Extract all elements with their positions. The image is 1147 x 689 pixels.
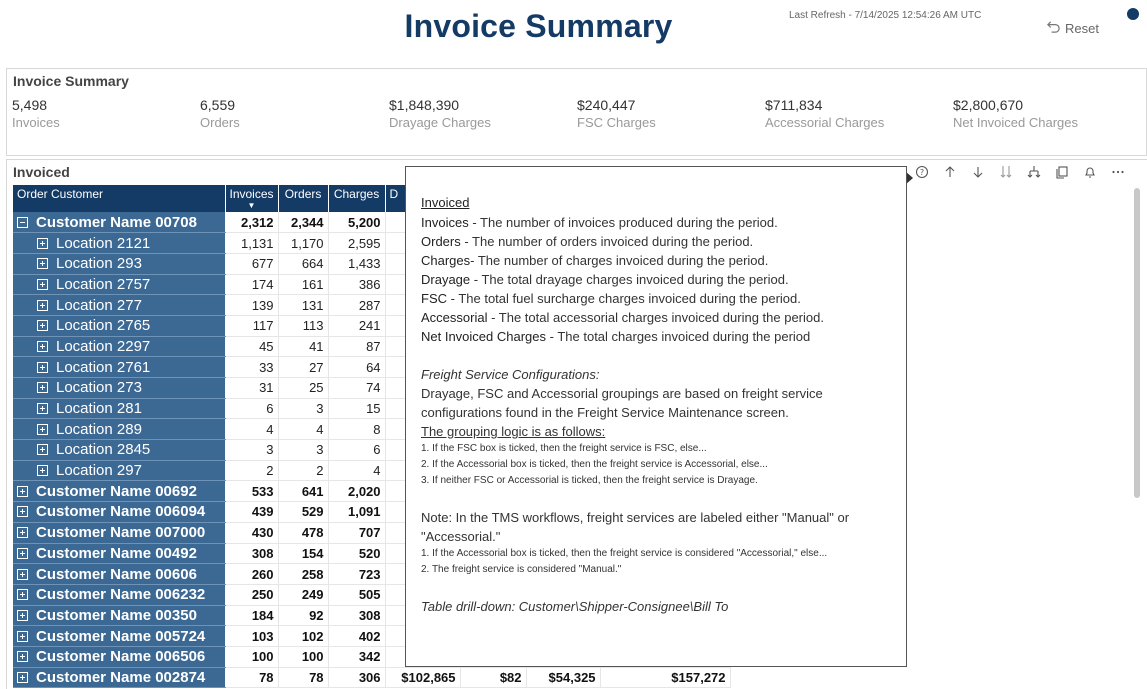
location-name-cell[interactable] [13, 419, 225, 440]
invoices-cell: 117 [225, 315, 278, 336]
charges-cell: 64 [328, 357, 385, 378]
expand-icon[interactable] [37, 424, 48, 435]
grouping-rule: 1. If the FSC box is ticked, then the freight service is FSC, else... [421, 443, 707, 454]
column-definitions-tooltip [405, 166, 907, 667]
row-label: Location 297 [56, 462, 142, 480]
expand-icon[interactable] [17, 527, 28, 538]
charges-cell: 74 [328, 378, 385, 399]
expand-hierarchy-icon[interactable] [1026, 164, 1041, 179]
orders-cell: 3 [278, 398, 328, 419]
orders-cell: 102 [278, 626, 328, 647]
invoices-cell: 677 [225, 253, 278, 274]
definition-orders: Orders - The number of orders invoiced during the period. [421, 234, 754, 249]
column-header-charges[interactable]: Charges [328, 185, 385, 212]
charges-cell: 2,020 [328, 481, 385, 502]
kpi-label: Drayage Charges [389, 115, 491, 130]
orders-cell: 529 [278, 502, 328, 523]
row-label: Customer Name 005724 [36, 627, 206, 645]
expand-icon[interactable] [37, 465, 48, 476]
location-name-cell[interactable] [13, 274, 225, 295]
charges-cell: 15 [328, 398, 385, 419]
expand-icon[interactable] [37, 444, 48, 455]
drayage-cell: $102,865 [385, 667, 460, 688]
row-label: Customer Name 006232 [36, 586, 206, 604]
row-label: Location 289 [56, 420, 142, 438]
customer-row[interactable] [13, 667, 730, 688]
page-title: Invoice Summary [404, 8, 673, 44]
last-refresh-text: Last Refresh - 7/14/2025 12:54:26 AM UTC [789, 10, 982, 21]
row-label: Customer Name 006094 [36, 503, 206, 521]
net-invoiced-cell: $157,272 [600, 667, 730, 688]
location-name-cell[interactable] [13, 440, 225, 461]
row-label: Location 281 [56, 400, 142, 418]
kpi-fsc-charges [577, 97, 656, 130]
svg-text:?: ? [919, 167, 924, 177]
row-label: Customer Name 00492 [36, 544, 197, 562]
grouping-rule: 2. If the Accessorial box is ticked, then the freight service is Accessorial, else... [421, 459, 768, 470]
freight-text: configurations found in the Freight Service Maintenance screen. [421, 405, 789, 420]
charges-cell: 342 [328, 646, 385, 667]
expand-icon[interactable] [17, 631, 28, 642]
charges-cell: 4 [328, 460, 385, 481]
kpi-invoices [12, 97, 60, 130]
more-options-icon[interactable] [1110, 164, 1125, 179]
column-header-order-customer[interactable]: Order Customer [13, 185, 225, 212]
orders-cell: 2 [278, 460, 328, 481]
invoices-cell: 33 [225, 357, 278, 378]
expand-icon[interactable] [37, 403, 48, 414]
row-label: Customer Name 007000 [36, 524, 206, 542]
kpi-label: Net Invoiced Charges [953, 115, 1079, 130]
expand-icon[interactable] [37, 341, 48, 352]
charges-cell: 8 [328, 419, 385, 440]
orders-cell: 641 [278, 481, 328, 502]
customer-name-cell[interactable] [13, 212, 225, 233]
row-label: Customer Name 00692 [36, 482, 197, 500]
orders-cell: 92 [278, 605, 328, 626]
orders-cell: 25 [278, 378, 328, 399]
charges-cell: 308 [328, 605, 385, 626]
invoices-cell: 78 [225, 667, 278, 688]
undo-icon [1046, 19, 1061, 37]
invoices-cell: 430 [225, 522, 278, 543]
expand-icon[interactable] [17, 486, 28, 497]
orders-cell: 258 [278, 564, 328, 585]
location-name-cell[interactable] [13, 460, 225, 481]
accessorial-cell: $54,325 [526, 667, 600, 688]
orders-cell: 78 [278, 667, 328, 688]
customer-name-cell[interactable] [13, 522, 225, 543]
bell-icon[interactable] [1082, 164, 1097, 179]
row-label: Customer Name 006506 [36, 648, 206, 666]
row-label: Location 2121 [56, 234, 151, 252]
column-header-orders[interactable]: Orders [278, 185, 328, 212]
definition-accessorial: Accessorial - The total accessorial charges invoiced during the period. [421, 310, 824, 325]
charges-cell: 241 [328, 315, 385, 336]
charges-cell: 707 [328, 522, 385, 543]
column-header-drayage[interactable]: D [385, 185, 460, 212]
orders-cell: 41 [278, 336, 328, 357]
row-label: Customer Name 00350 [36, 606, 197, 624]
charges-cell: 520 [328, 543, 385, 564]
row-label: Location 273 [56, 379, 142, 397]
row-label: Customer Name 002874 [36, 668, 206, 686]
invoices-cell: 1,131 [225, 233, 278, 254]
row-label: Customer Name 00708 [36, 213, 197, 231]
customer-name-cell[interactable] [13, 502, 225, 523]
expand-icon[interactable] [37, 238, 48, 249]
invoices-cell: 45 [225, 336, 278, 357]
orders-cell: 113 [278, 315, 328, 336]
invoice-summary-card [6, 68, 1147, 156]
orders-cell: 664 [278, 253, 328, 274]
expand-icon[interactable] [37, 300, 48, 311]
visual-toolbar [914, 164, 1125, 179]
row-label: Location 2845 [56, 441, 151, 459]
reset-button[interactable] [1046, 19, 1099, 37]
row-label: Location 2765 [56, 317, 151, 335]
expand-icon[interactable] [37, 258, 48, 269]
row-label: Location 277 [56, 296, 142, 314]
drill-down-icon[interactable] [970, 164, 985, 179]
column-header-invoices[interactable]: Invoices ▼ [225, 185, 278, 212]
invoices-cell: 100 [225, 646, 278, 667]
kpi-accessorial-charges [765, 97, 884, 130]
orders-cell: 2,344 [278, 212, 328, 233]
customer-name-cell[interactable] [13, 584, 225, 605]
kpi-value: 5,498 [12, 97, 48, 113]
charges-cell: 6 [328, 440, 385, 461]
kpi-value: $711,834 [765, 97, 823, 113]
invoices-cell: 439 [225, 502, 278, 523]
orders-cell: 3 [278, 440, 328, 461]
location-name-cell[interactable] [13, 295, 225, 316]
vertical-scrollbar[interactable] [1134, 188, 1140, 498]
kpi-value: 6,559 [200, 97, 236, 113]
expand-icon[interactable] [37, 320, 48, 331]
reset-label: Reset [1065, 20, 1099, 36]
charges-cell: 287 [328, 295, 385, 316]
sort-descending-icon: ▼ [247, 201, 256, 210]
definition-net-invoiced: Net Invoiced Charges - The total charges invoiced during the period [421, 329, 811, 344]
expand-icon[interactable] [37, 362, 48, 373]
definition-invoices: Invoices - The number of invoices produced during the period. [421, 215, 778, 230]
help-icon[interactable] [914, 164, 929, 179]
invoices-cell: 6 [225, 398, 278, 419]
row-label: Location 2297 [56, 337, 151, 355]
invoiced-card-title: Invoiced [13, 164, 70, 180]
expand-icon[interactable] [17, 651, 28, 662]
customer-name-cell[interactable] [13, 543, 225, 564]
collapse-icon[interactable] [17, 217, 28, 228]
location-name-cell[interactable] [13, 315, 225, 336]
location-name-cell[interactable] [13, 233, 225, 254]
status-indicator [1127, 8, 1139, 20]
expand-icon[interactable] [37, 382, 48, 393]
charges-cell: 1,433 [328, 253, 385, 274]
drilldown-text: Table drill-down: Customer\Shipper-Consignee\Bill To [421, 599, 729, 614]
charges-cell: 402 [328, 626, 385, 647]
grouping-rule: 3. If neither FSC or Accessorial is ticked, then the freight service is Drayage. [421, 475, 758, 486]
charges-cell: 505 [328, 584, 385, 605]
row-label: Location 2761 [56, 358, 151, 376]
row-label: Location 293 [56, 255, 142, 273]
kpi-label: Accessorial Charges [765, 115, 885, 130]
customer-name-cell[interactable] [13, 481, 225, 502]
kpi-label: FSC Charges [577, 115, 656, 130]
charges-cell: 306 [328, 667, 385, 688]
note-text: "Accessorial." [421, 529, 501, 544]
orders-cell: 4 [278, 419, 328, 440]
expand-icon[interactable] [17, 569, 28, 580]
invoices-cell: 2 [225, 460, 278, 481]
kpi-label: Orders [200, 115, 240, 130]
orders-cell: 249 [278, 584, 328, 605]
fsc-cell: $82 [460, 667, 526, 688]
invoices-cell: 103 [225, 626, 278, 647]
invoices-cell: 260 [225, 564, 278, 585]
expand-icon[interactable] [17, 589, 28, 600]
orders-cell: 161 [278, 274, 328, 295]
kpi-value: $1,848,390 [389, 97, 460, 113]
copy-icon[interactable] [1054, 164, 1069, 179]
definition-drayage: Drayage - The total drayage charges invoiced during the period. [421, 272, 789, 287]
charges-cell: 87 [328, 336, 385, 357]
note-rule: 1. If the Accessorial box is ticked, then the freight service is considered "Accessorial," else... [421, 548, 828, 559]
orders-cell: 1,170 [278, 233, 328, 254]
grouping-heading: The grouping logic is as follows: [421, 424, 606, 439]
location-name-cell[interactable] [13, 378, 225, 399]
invoices-cell: 250 [225, 584, 278, 605]
invoices-cell: 174 [225, 274, 278, 295]
invoices-cell: 31 [225, 378, 278, 399]
charges-cell: 5,200 [328, 212, 385, 233]
customer-name-cell[interactable] [13, 564, 225, 585]
freight-text: Drayage, FSC and Accessorial groupings are based on freight service [421, 386, 823, 401]
customer-name-cell[interactable] [13, 605, 225, 626]
kpi-net-invoiced-charges [953, 97, 1078, 130]
customer-name-cell[interactable] [13, 667, 225, 688]
tooltip-heading: Invoiced [421, 195, 470, 210]
note-text: Note: In the TMS workflows, freight services are labeled either "Manual" or [421, 510, 850, 525]
location-name-cell[interactable] [13, 357, 225, 378]
orders-cell: 131 [278, 295, 328, 316]
charges-cell: 2,595 [328, 233, 385, 254]
orders-cell: 154 [278, 543, 328, 564]
invoices-cell: 184 [225, 605, 278, 626]
expand-icon[interactable] [17, 672, 28, 683]
next-level-icon[interactable] [998, 164, 1013, 179]
invoices-cell: 3 [225, 440, 278, 461]
location-name-cell[interactable] [13, 253, 225, 274]
definition-fsc: FSC - The total fuel surcharge charges invoiced during the period. [421, 291, 801, 306]
customer-name-cell[interactable] [13, 646, 225, 667]
orders-cell: 100 [278, 646, 328, 667]
expand-icon[interactable] [17, 506, 28, 517]
expand-icon[interactable] [37, 279, 48, 290]
row-label: Location 2757 [56, 275, 151, 293]
location-name-cell[interactable] [13, 336, 225, 357]
kpi-value: $240,447 [577, 97, 636, 113]
invoices-cell: 308 [225, 543, 278, 564]
charges-cell: 1,091 [328, 502, 385, 523]
invoices-cell: 4 [225, 419, 278, 440]
summary-card-title: Invoice Summary [13, 73, 129, 89]
kpi-orders [200, 97, 240, 130]
expand-icon[interactable] [17, 548, 28, 559]
orders-cell: 27 [278, 357, 328, 378]
freight-heading: Freight Service Configurations: [421, 367, 600, 382]
note-rule: 2. The freight service is considered "Manual." [421, 564, 622, 575]
customer-name-cell[interactable] [13, 626, 225, 647]
invoices-cell: 533 [225, 481, 278, 502]
kpi-label: Invoices [12, 115, 60, 130]
location-name-cell[interactable] [13, 398, 225, 419]
kpi-drayage-charges [389, 97, 491, 130]
charges-cell: 386 [328, 274, 385, 295]
row-label: Customer Name 00606 [36, 565, 197, 583]
orders-cell: 478 [278, 522, 328, 543]
definition-charges: Charges- The number of charges invoiced during the period. [421, 253, 769, 268]
charges-cell: 723 [328, 564, 385, 585]
invoices-cell: 139 [225, 295, 278, 316]
invoices-cell: 2,312 [225, 212, 278, 233]
expand-icon[interactable] [17, 610, 28, 621]
drill-up-icon[interactable] [942, 164, 957, 179]
kpi-value: $2,800,670 [953, 97, 1024, 113]
